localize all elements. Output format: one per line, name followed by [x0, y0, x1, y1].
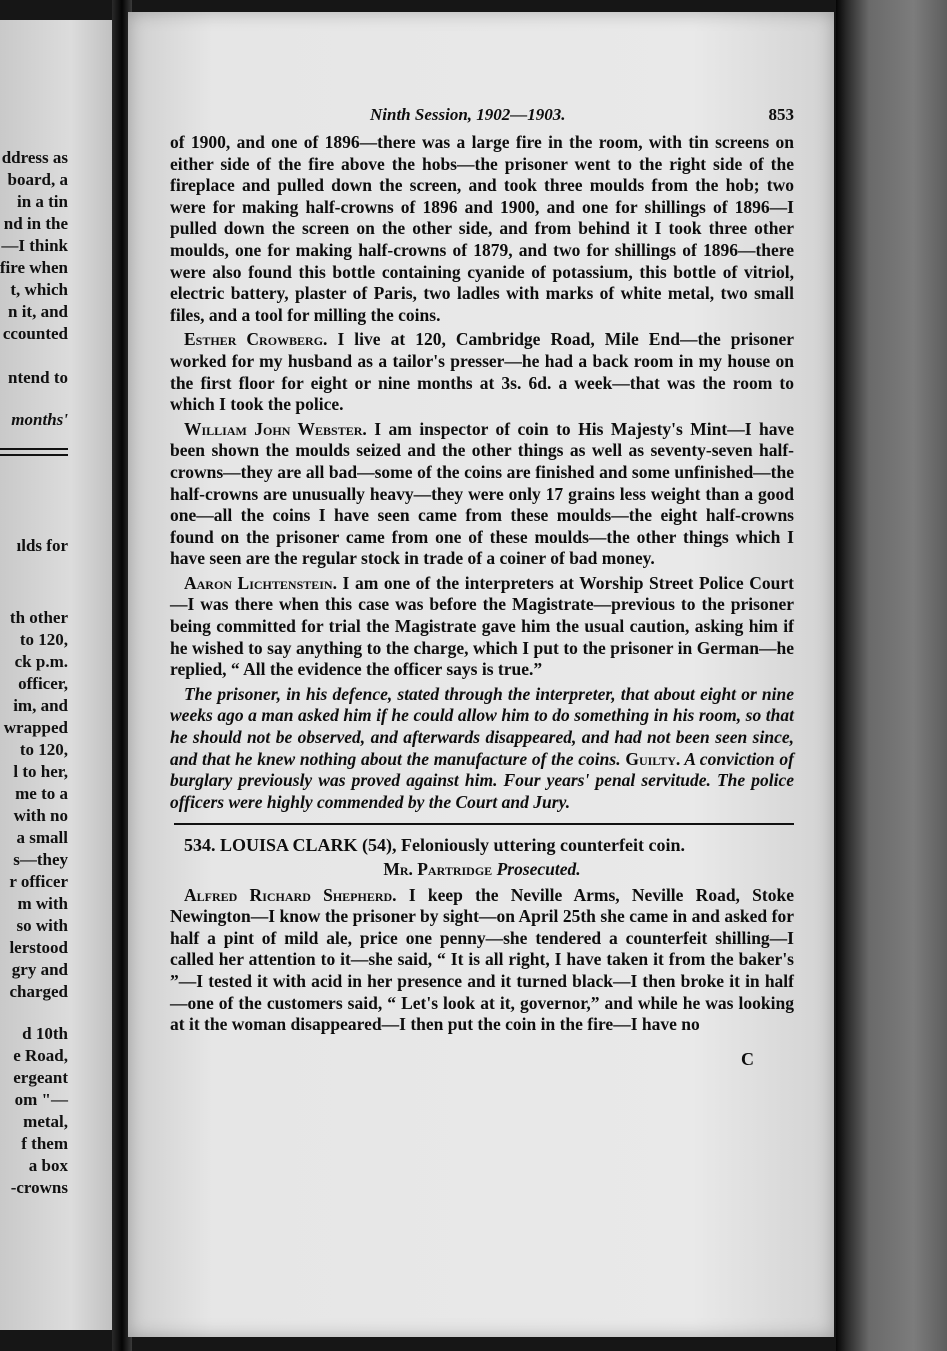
- left-page-rule: [0, 454, 68, 456]
- left-page-fragment: gry and: [11, 960, 68, 979]
- left-page-fragment: ccounted: [2, 324, 68, 343]
- left-page-fragment: me to a: [15, 784, 68, 803]
- testimony-lichtenstein: [170, 573, 794, 681]
- left-page-fragment: wrapped: [3, 718, 68, 737]
- speaker-name: Aaron Lichtenstein.: [184, 572, 337, 593]
- verdict: Guilty.: [625, 748, 681, 769]
- left-page-fragment: th other: [9, 608, 68, 627]
- left-page-fragment: t, which: [10, 280, 68, 299]
- left-page-fragment: in a tin: [16, 192, 68, 211]
- left-page-fragment: board, a: [7, 170, 68, 189]
- left-page-fragment: —I think: [1, 236, 68, 255]
- left-page-fragment: ılds for: [16, 536, 68, 555]
- page-content: [170, 100, 795, 1070]
- left-page-fragment: nd in the: [3, 214, 68, 233]
- defence-text: The prisoner, in his defence, stated through the interpreter, that about eight or nine weeks ago a man asked him if he could allow him to do something in his room, so that he should not be observed, and afterwards disappeared, and had not been seen since, and that he knew nothing about the manufacture of the coins.: [170, 683, 794, 769]
- paragraph-continued: [170, 132, 794, 326]
- signature-mark: C: [741, 1049, 754, 1070]
- left-page-fragment: s—they: [13, 850, 68, 869]
- running-header: [170, 100, 794, 132]
- paragraph-text: I am one of the interpreters at Worship Street Police Court—I was there when this case was before the Magistrate—previous to the prisoner being committed for trial the Magistrate gave him the usual caution, asking him if he wished to say anything to the charge, which I put to the prisoner in German—he replied, “ All the evidence the officer says is true.”: [170, 572, 794, 680]
- left-page-fragment: with no: [13, 806, 68, 825]
- left-page-fragment: n it, and: [8, 302, 68, 321]
- speaker-name: Esther Crowberg.: [184, 329, 328, 350]
- testimony-shepherd: [170, 885, 794, 1036]
- left-page-rule: [0, 448, 68, 450]
- left-page-fragment: charged: [9, 982, 68, 1001]
- left-page-fragment: e Road,: [13, 1046, 68, 1065]
- section-divider: [174, 823, 794, 825]
- left-page-fragment: metal,: [23, 1112, 68, 1131]
- speaker-name: William John Webster.: [184, 418, 367, 439]
- session-title: Ninth Session, 1902—1903.: [370, 105, 566, 124]
- case-heading: 534. LOUISA CLARK (54), Feloniously uttering counterfeit coin.: [184, 835, 685, 856]
- prosecutor-role: Prosecuted.: [492, 859, 581, 879]
- left-page-fragment: so with: [16, 916, 68, 935]
- left-page-fragment: im, and: [13, 696, 68, 715]
- left-page-fragment: to 120,: [19, 630, 68, 649]
- paragraph-text: I am inspector of coin to His Majesty's Mint—I have been shown the moulds seized and the other things as well as seventy-seven half-crowns—they are all bad—some of the coins are finished and some unfinished—the half-crowns are unusually heavy—they were only 17 grains less weight than a good one—all the coins I have seen came from these moulds—the eight half-crowns found on the prisoner came from one of these moulds—the other things which I have seen are the regular stock in trade of a coiner of bad money.: [170, 418, 794, 569]
- left-page-fragment: ergeant: [13, 1068, 68, 1087]
- speaker-name: Alfred Richard Shepherd.: [184, 884, 397, 905]
- left-page-fragment: om "—: [14, 1090, 68, 1109]
- paragraph-text: of 1900, and one of 1896—there was a large fire in the room, with tin screens on either side of the fire above the hobs—the prisoner went to the right side of the fireplace and pulled down the screen, and took three moulds from the hob; two were for making half-crowns of 1896 and 1900, and one for shillings of 1896—I pulled down the screen on the other side, and from behind it I took three other moulds, one for making half-crowns of 1879, and two for shillings of 1896—there were also found this bottle containing cyanide of potassium, this bottle of vitriol, electric battery, plaster of Paris, two ladles with marks of white metal, two small files, and a tool for milling the coins.: [170, 132, 794, 325]
- sentence-text: A conviction of burglary previously was proved against him. Four years' penal servitude. The police officers were highly commended by the Court and Jury.: [170, 748, 794, 812]
- left-page-fragment: a box: [28, 1156, 68, 1175]
- left-page-fragment: officer,: [18, 674, 68, 693]
- left-page-fragment: d 10th: [22, 1024, 68, 1043]
- prosecutor-name: Mr. Partridge: [383, 859, 493, 879]
- left-page-fragment: ntend to: [8, 368, 68, 387]
- paragraph-text: I keep the Neville Arms, Neville Road, Stoke Newington—I know the prisoner by sight—on April 25th she came in and asked for half a pint of mild ale, price one penny—she tendered a counterfeit shilling—I called her attention to it—she said, “ It is all right, I have taken it from the baker's ”—I tested it with acid in her presence and it turned black—I then broke it in half—one of the customers said, “ Let's look at it, governor,” and while he was looking at it the woman disappeared—I then put the coin in the fire—I have no: [170, 884, 794, 1035]
- defence-statement: [170, 684, 794, 814]
- left-page-fragment: m with: [17, 894, 68, 913]
- prosecutor-line: [170, 859, 794, 881]
- paragraph-text: I live at 120, Cambridge Road, Mile End—the prisoner worked for my husband as a tailor's presser—he had a back room in my house on the first floor for eight or nine months at 3s. 6d. a week—that was the room to which I took the police.: [170, 329, 795, 415]
- left-page-fragment: lerstood: [9, 938, 68, 957]
- left-page-fragment: to 120,: [19, 740, 68, 759]
- left-page-fragment: ddress as: [1, 148, 68, 167]
- left-page-fragment: ck p.m.: [14, 652, 68, 671]
- left-page-fragment: -crowns: [10, 1178, 68, 1197]
- left-page-fragment: months': [11, 410, 68, 429]
- testimony-crowberg: [170, 329, 794, 415]
- page-edge: [836, 0, 947, 1351]
- page-number: 853: [768, 105, 794, 124]
- left-page-fragment: a small: [16, 828, 68, 847]
- left-page-fragment: f them: [21, 1134, 68, 1153]
- left-page-fragment: r officer: [9, 872, 68, 891]
- left-page-fragment: fire when: [0, 258, 68, 277]
- left-page-fragment: l to her,: [13, 762, 68, 781]
- testimony-webster: [170, 419, 794, 570]
